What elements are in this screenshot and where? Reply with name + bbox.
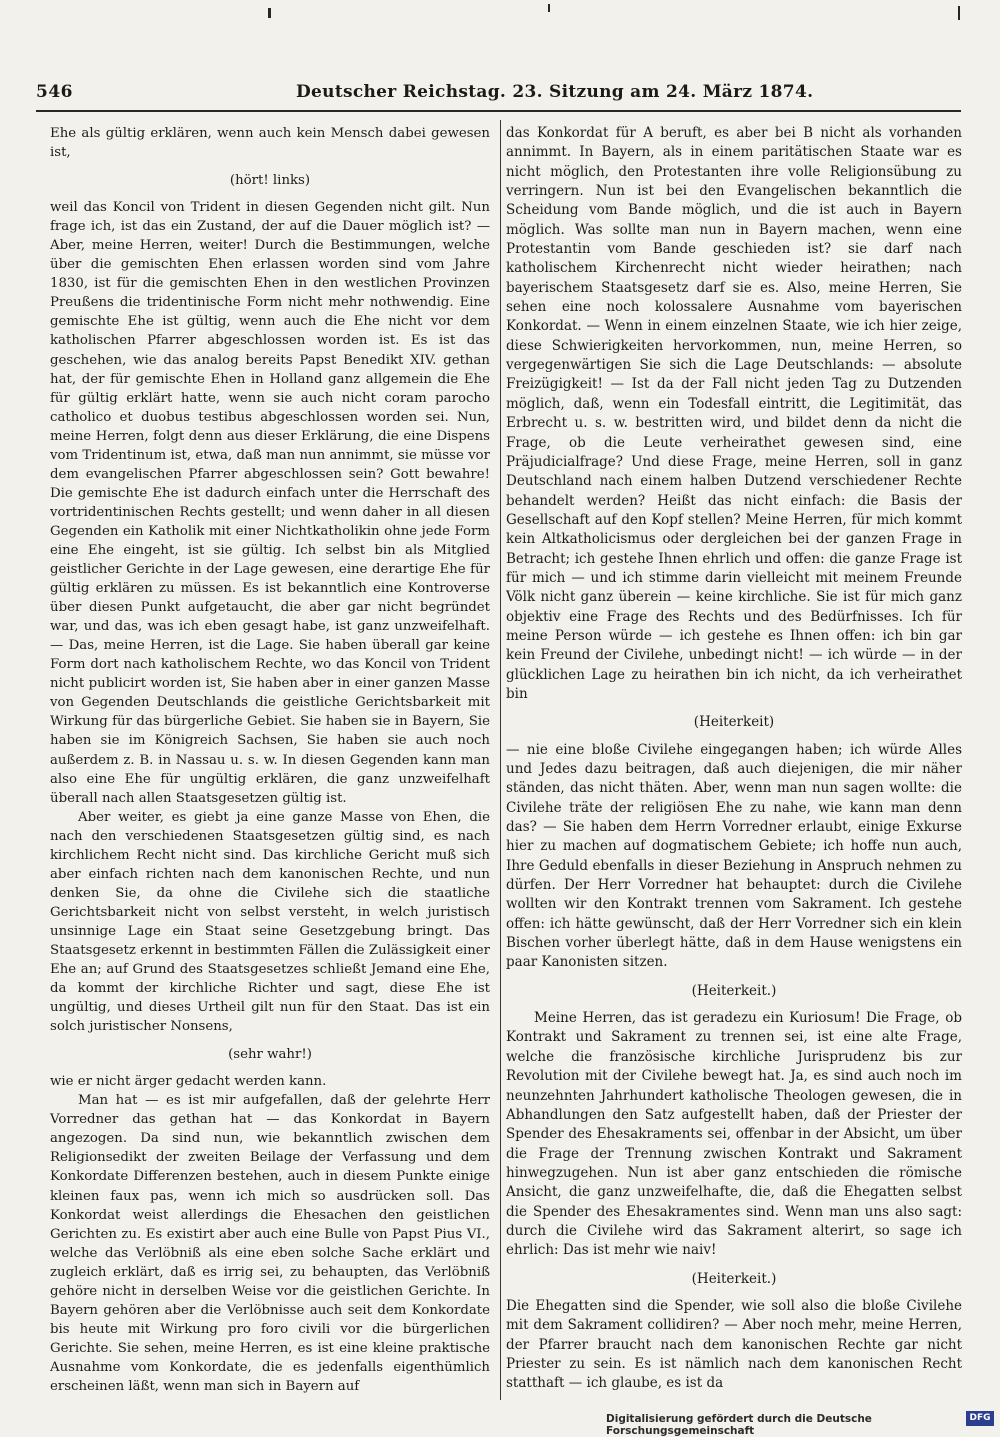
digitization-credit: Digitalisierung gefördert durch die Deutsche Forschungsgemeinschaft xyxy=(606,1413,872,1437)
paragraph: Man hat — es ist mir aufgefallen, daß der gelehrte Herr Vorredner das gethan hat — das Konkordat in Bayern angezogen. Da sind nun, wie bekanntlich zwischen dem Religionsedikt der zweiten Beilage der Verfassung und dem Konkordate Differenzen bestehen, auch in diesem Punkte einige kleinen faux pas, wenn ich mich so ausdrücken soll. Das Konkordat weist allerdings die Ehesachen den geistlichen Gerichten zu. Es existirt aber auch eine Bulle von Papst Pius VI., welche das Verlöbniß als eine eben solche Sache erklärt und zugleich erklärt, daß es irrig sei, zu behaupten, das Verlöbniß gehöre nicht in derselben Weise vor die geistlichen Gerichte. In Bayern gehören aber die Verlöbnisse auch seit dem Konkordate bis heute mit Wirkung pro foro civili vor die bürgerlichen Gerichte. Sie sehen, meine Herren, es ist eine kleine praktische Ausnahme vom Konkordate, die es jedenfalls eigenthümlich erscheinen läßt, wenn man sich in Bayern auf xyxy=(50,1093,490,1394)
paragraph: Meine Herren, das ist geradezu ein Kuriosum! Die Frage, ob Kontrakt und Sakrament zu trennen sei, ist eine alte Frage, welche die französische kirchliche Jurisprudenz bis zur Revolution mit der Civilehe bewegt hat. Ja, es sind auch noch im neunzehnten Jahrhundert katholische Theologen gewesen, die in Abhandlungen den Satz aufgestellt haben, daß der Priester der Spender des Ehesakraments sei, offenbar in der Absicht, um über die Frage der Trennung zwischen Kontrakt und Sakrament hinwegzugehen. Nun ist aber ganz entschieden die römische Ansicht, die ganz unzweifelhafte, die, daß die Ehegatten selbst die Spender des Ehesakramentes sind. Wenn man uns also sagt: durch die Civilehe wird das Sakrament alterirt, so sage ich ehrlich: Das ist mehr wie naiv! xyxy=(506,1010,962,1259)
page-number: 546 xyxy=(36,82,73,102)
right-column xyxy=(506,124,962,1394)
paragraph: Ehe als gültig erklären, wenn auch kein Mensch dabei gewesen ist, xyxy=(50,126,490,161)
scan-artifact-mark xyxy=(958,6,960,20)
interjection: (hört! links) xyxy=(229,173,311,189)
interjection: (Heiterkeit) xyxy=(693,714,775,731)
paragraph: wie er nicht ärger gedacht werden kann. xyxy=(50,1074,327,1090)
dfg-logo: DFG xyxy=(966,1411,994,1426)
paragraph: weil das Koncil von Trident in diesen Gegenden nicht gilt. Nun frage ich, ist das ein Zustand, der auf die Dauer möglich ist? — Aber, meine Herren, weiter! Durch die Bestimmungen, welche über die gemischten Ehen erlassen worden sind vom Jahre 1830, ist für die gemischten Ehen in den westlichen Provinzen Preußens die tridentinische Form nicht mehr nothwendig. Eine gemischte Ehe ist gültig, wenn auch die Ehe nicht vor dem katholischen Pfarrer abgeschlossen worden ist. Es ist das geschehen, wie das analog bereits Papst Benedikt XIV. gethan hat, der für gemischte Ehen in Holland ganz allgemein die Ehe für gültig erklärt hatte, wenn sie auch nicht coram parocho catholico et duobus testibus abgeschlossen worden sei. Nun, meine Herren, folgt denn aus dieser Erklärung, die eine Dispens vom Tridentinum ist, etwa, daß man nun annimmt, sie müsse vor dem evangelischen Pfarrer abgeschlossen sein? Gott bewahre! Die gemischte Ehe ist dadurch einfach unter die Herrschaft des vortridentinischen Rechts gestellt; und wenn daher in all diesen Gegenden ein Katholik mit einer Nichtkatholikin ohne jede Form eine Ehe eingeht, ist sie gültig. Ich selbst bin als Mitglied geistlicher Gerichte in der Lage gewesen, eine derartige Ehe für gültig erklären zu müssen. Es ist bekanntlich eine Kontroverse über diesen Punkt aufgetaucht, die aber gar nicht begründet war, und das, was ich eben gesagt habe, ist ganz unzweifelhaft. — Das, meine Herren, ist die Lage. Sie haben überall gar keine Form dort nach katholischem Rechte, wo das Koncil von Trident nicht publicirt worden ist, Sie haben aber in einer ganzen Masse von Gegenden Deutschlands die geistliche Gerichtsbarkeit mit Wirkung für das bürgerliche Gebiet. Sie haben sie in Bayern, Sie haben sie im Königreich Sachsen, Sie haben sie auch noch außerdem z. B. in Nassau u. s. w. In diesen Gegenden kann man also eine Ehe für ungültig erklären, die ganz unzweifelhaft überall nach allen Staatsgesetzen gültig ist. xyxy=(50,200,490,806)
left-column xyxy=(50,124,490,1396)
scan-artifact-mark xyxy=(268,8,271,18)
running-head: Deutscher Reichstag. 23. Sitzung am 24. März 1874. xyxy=(296,82,814,102)
paragraph: das Konkordat für A beruft, es aber bei B nicht als vorhanden annimmt. In Bayern, als in einem paritätischen Staate war es nicht möglich, den Protestanten ihre volle Religionsübung zu verringern. Nun ist bei den Evangelischen bekanntlich die Scheidung vom Bande möglich, und die ist auch in Bayern möglich. Was sollte man nun in Bayern machen, wenn eine Protestantin vom Bande geschieden ist? sie darf nach katholischem Kirchenrecht nicht wieder heirathen; nach bayerischem Staatsgesetz darf sie es. Also, meine Herren, Sie sehen eine noch kolossalere Ausnahme vom bayerischen Konkordat. — Wenn in einem einzelnen Staate, wie ich hier zeige, diese Schwierigkeiten hervorkommen, nun, meine Herren, so vergegenwärtigen Sie sich die Lage Deutschlands: — absolute Freizügigkeit! — Ist da der Fall nicht jeden Tag zu Dutzenden möglich, daß, wenn ein Todesfall eintritt, die Legitimität, das Erbrecht u. s. w. bestritten wird, und bildet denn da nicht die Frage, ob die Leute verheirathet gewesen sind, eine Präjudicialfrage? Und diese Frage, meine Herren, soll in ganz Deutschland nach einem halben Dutzend verschiedener Rechte behandelt werden? Heißt das nicht einfach: die Basis der Gesellschaft auf den Kopf stellen? Meine Herren, für mich kommt kein Altkatholicismus oder dergleichen bei der ganzen Frage in Betracht; ich gestehe Ihnen ehrlich und offen: die ganze Frage ist für mich — und ich stimme darin vielleicht mit meinem Freunde Völk nicht ganz überein — keine kirchliche. Sie ist für mich ganz objektiv eine Frage des Rechts und des Bedürfnisses. Ich für meine Person würde — ich gestehe es Ihnen offen: ich bin gar kein Freund der Civilehe, unbedingt nicht! — ich würde — in der glücklichen Lage zu heirathen bin ich nicht, da ich verheirathet bin xyxy=(506,125,962,702)
interjection: (Heiterkeit.) xyxy=(691,1270,777,1287)
interjection: (Heiterkeit.) xyxy=(691,982,777,999)
paragraph: Die Ehegatten sind die Spender, wie soll also die bloße Civilehe mit dem Sakrament collidiren? — Aber noch mehr, meine Herren, der Pfarrer braucht nach dem kanonischen Rechte gar nicht Priester zu sein. Es ist nämlich nach dem kanonischen Recht statthaft — ich glaube, es ist da xyxy=(506,1297,962,1392)
paragraph: — nie eine bloße Civilehe eingegangen haben; ich würde Alles und Jedes dazu beitragen, daß auch diejenigen, die mir näher ständen, das nicht thäten. Aber, wenn man nun sagen wollte: die Civilehe träte der religiösen Ehe zu nahe, wie kann man denn das? — Sie haben dem Herrn Vorredner erlaubt, einige Exkurse hier zu machen auf dogmatischem Gebiete; ich hoffe nun auch, Ihre Geduld ebenfalls in dieser Beziehung in Anspruch nehmen zu dürfen. Der Herr Vorredner hat behauptet: durch die Civilehe wollten wir den Kontrakt trennen vom Sakrament. Ich gestehe offen: ich hätte gewünscht, daß der Herr Vorredner sich ein klein Bischen vorher überlegt hätte, daß in dem Hause wenigstens ein paar Kanonisten sitzen. xyxy=(506,741,962,971)
paragraph: Aber weiter, es giebt ja eine ganze Masse von Ehen, die nach den verschiedenen Staatsgesetzen gültig sind, es nach kirchlichem Recht nicht sind. Das kirchliche Gericht muß sich aber einfach richten nach dem kanonischen Rechte, und nun denken Sie, da ohne die Civilehe sich die staatliche Gerichtsbarkeit nicht von selbst versteht, in welch juristisch unsinnige Lage ein Staat seine Gesetzgebung bringt. Das Staatsgesetz erkennt in bestimmten Fällen die Zulässigkeit einer Ehe an; auf Grund des Staatsgesetzes schließt Jemand eine Ehe, da kommt der kirchliche Richter und sagt, diese Ehe ist ungültig, und dieses Urtheil gilt nun für den Staat. Das ist ein solch juristischer Nonsens, xyxy=(50,809,490,1035)
page-header xyxy=(36,82,956,108)
header-rule xyxy=(36,110,961,112)
interjection: (sehr wahr!) xyxy=(228,1047,312,1063)
scan-artifact-mark xyxy=(548,4,550,12)
column-divider xyxy=(500,120,501,1400)
